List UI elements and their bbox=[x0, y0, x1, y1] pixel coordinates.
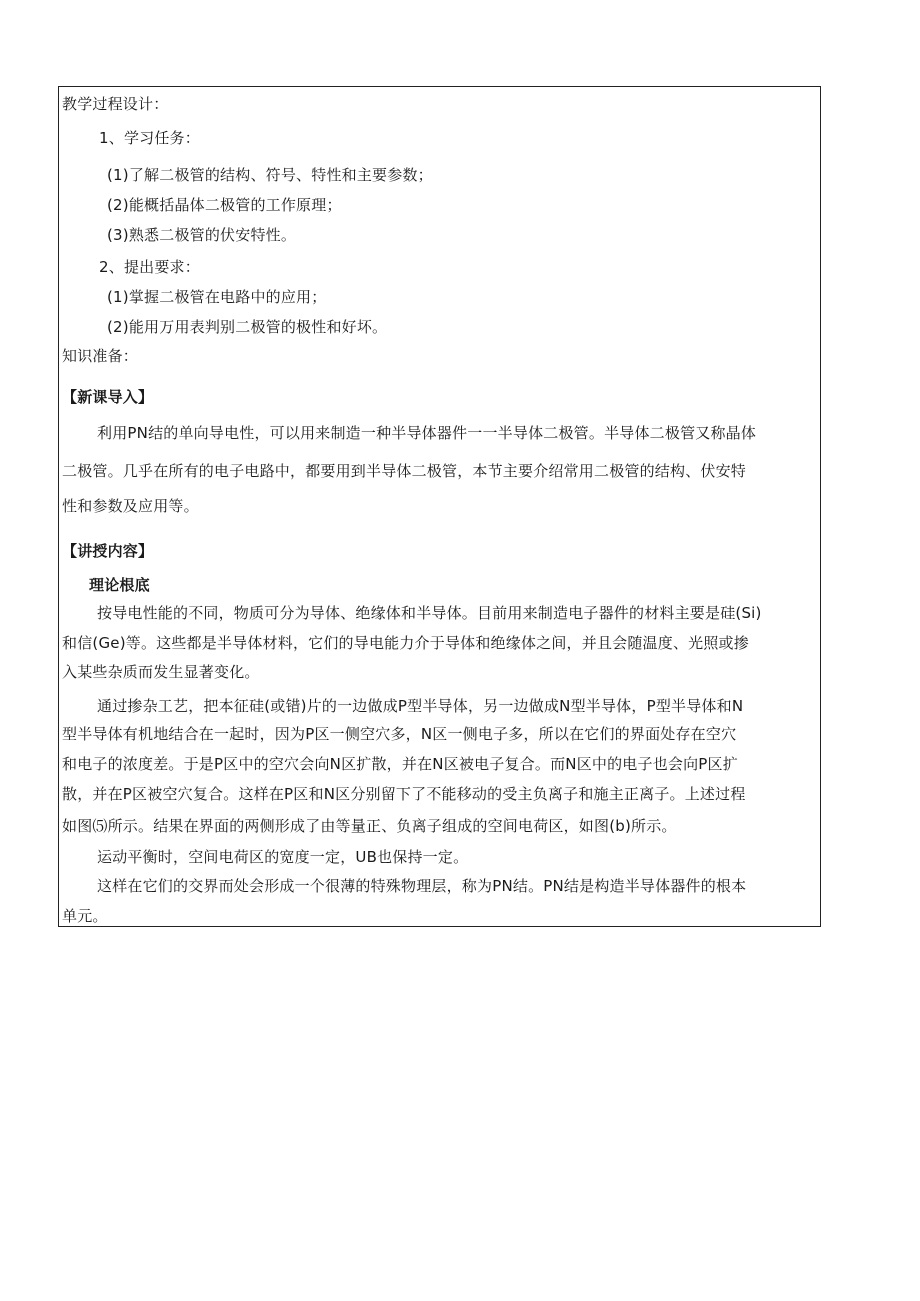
lecture-heading: 【讲授内容】 bbox=[62, 542, 154, 560]
tasks-title: 1、学习任务： bbox=[99, 129, 200, 147]
task-item: (1)了解二极管的结构、符号、特性和主要参数； bbox=[107, 166, 433, 184]
knowledge-prep: 知识准备： bbox=[62, 347, 139, 365]
requirements-title: 2、提出要求： bbox=[99, 258, 200, 276]
intro-line: 利用PN结的单向导电性，可以用来制造一种半导体器件一一半导体二极管。半导体二极管又称晶体 bbox=[97, 424, 757, 442]
intro-line: 二极管。几乎在所有的电子电路中，都要用到半导体二极管，本节主要介绍常用二极管的结构、伏安特 bbox=[62, 462, 747, 480]
intro-heading: 【新课导入】 bbox=[62, 388, 154, 406]
paragraph-line: 型半导体有机地结合在一起时，因为P区一侧空穴多，N区一侧电子多，所以在它们的界面处存在空穴 bbox=[62, 725, 737, 743]
intro-line: 性和参数及应用等。 bbox=[62, 497, 199, 515]
lecture-subheading: 理论根底 bbox=[89, 576, 150, 594]
task-item: (3)熟悉二极管的伏安特性。 bbox=[107, 226, 297, 244]
paragraph-line: 这样在它们的交界而处会形成一个很薄的特殊物理层，称为PN结。PN结是构造半导体器件的根本 bbox=[97, 877, 747, 895]
paragraph-line: 单元。 bbox=[62, 907, 108, 925]
lesson-plan-cell bbox=[58, 86, 821, 927]
paragraph-line: 散，并在P区被空穴复合。这样在P区和N区分别留下了不能移动的受主负离子和施主正离子。上述过程 bbox=[62, 785, 746, 803]
design-heading: 教学过程设计： bbox=[62, 95, 169, 113]
task-item: (2)能概括晶体二极管的工作原理； bbox=[107, 196, 342, 214]
paragraph-line: 如图⑸所示。结果在界面的两侧形成了由等量正、负离子组成的空间电荷区，如图(b)所示。 bbox=[62, 817, 677, 835]
paragraph-line: 和信(Ge)等。这些都是半导体材料，它们的导电能力介于导体和绝缘体之间，并且会随温度、光照或掺 bbox=[62, 634, 749, 652]
paragraph-line: 按导电性能的不同，物质可分为导体、绝缘体和半导体。目前用来制造电子器件的材料主要是硅(Si) bbox=[97, 604, 762, 622]
requirement-item: (1)掌握二极管在电路中的应用； bbox=[107, 288, 327, 306]
paragraph-line: 通过掺杂工艺，把本征硅(或错)片的一边做成P型半导体，另一边做成N型半导体，P型半导体和N bbox=[97, 697, 744, 715]
requirement-item: (2)能用万用表判别二极管的极性和好坏。 bbox=[107, 318, 388, 336]
paragraph-line: 运动平衡时，空间电荷区的宽度一定，UB也保持一定。 bbox=[97, 848, 469, 866]
paragraph-line: 入某些杂质而发生显著变化。 bbox=[62, 663, 260, 681]
paragraph-line: 和电子的浓度差。于是P区中的空穴会向N区扩散，并在N区被电子复合。而N区中的电子也会向P区扩 bbox=[62, 755, 738, 773]
